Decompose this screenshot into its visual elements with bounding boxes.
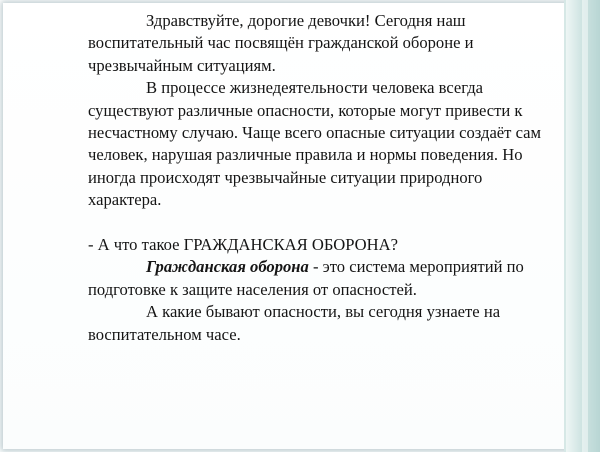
- definition-text: - это система мероприятий по подготовке к защите населения от опасностей.: [88, 257, 524, 299]
- greeting-paragraph: Здравствуйте, дорогие девочки! Сегодня наш воспитательный час посвящён гражданской обороне и чрезвычайным ситуациям.: [88, 11, 474, 75]
- slide-text-body: [88, 10, 550, 346]
- closing-paragraph: А какие бывают опасности, вы сегодня узнаете на воспитательном часе.: [88, 302, 501, 344]
- decorative-side-stripe: [582, 0, 588, 452]
- definition-paragraph: [88, 256, 550, 301]
- definition-term: Гражданская оборона: [146, 257, 309, 277]
- question-line: - А что такое ГРАЖДАНСКАЯ ОБОРОНА?: [88, 235, 398, 255]
- dangers-paragraph: В процессе жизнедеятельности человека всегда существуют различные опасности, которые могут привести к несчастному случаю. Чаще всего опасные ситуации создаёт сам человек, нарушая различные правила и нормы поведения. Но иногда происходят чрезвычайные ситуации природного характера.: [88, 78, 542, 210]
- paragraph-spacer: [88, 212, 550, 234]
